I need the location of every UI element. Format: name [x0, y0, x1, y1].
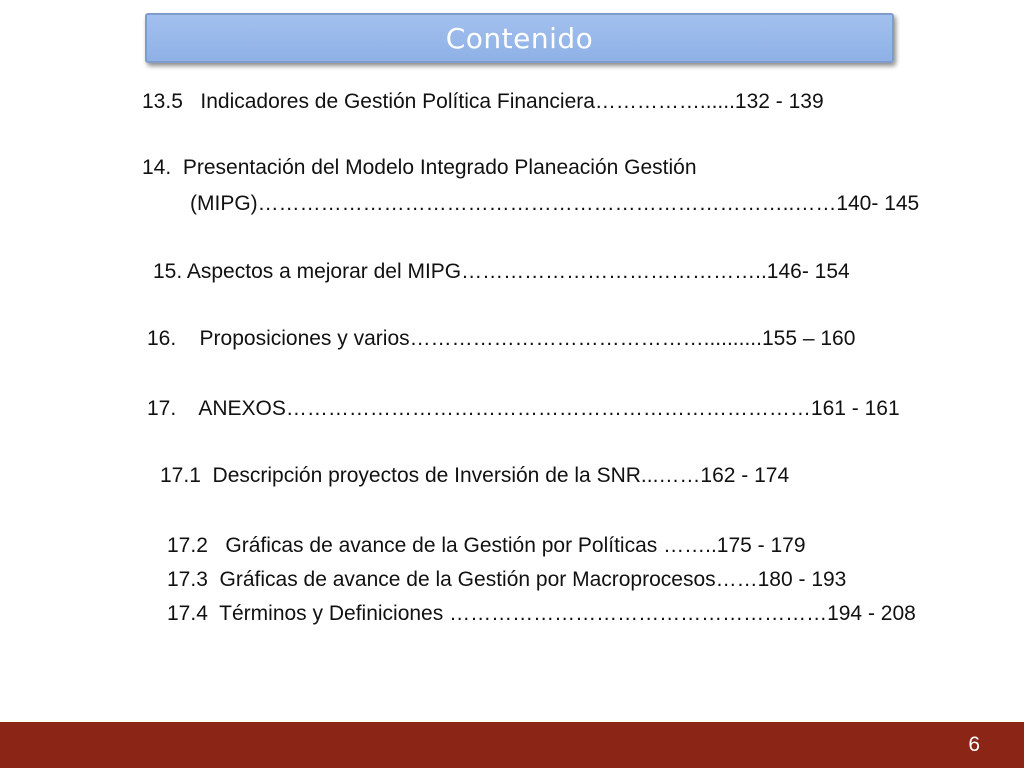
page-number: 6	[968, 733, 980, 756]
toc-entry-17-3: 17.3 Gráficas de avance de la Gestión por Macroprocesos……180 - 193	[167, 568, 847, 591]
toc-entry-14: 14. Presentación del Modelo Integrado Planeación Gestión	[142, 156, 697, 179]
toc-entry-14-continued: (MIPG)…………………………………………………………………..……140- 145	[190, 192, 920, 215]
toc-entry-15: 15. Aspectos a mejorar del MIPG……………………………………..146- 154	[153, 260, 850, 283]
page-title: Contenido	[445, 21, 594, 55]
toc-entry-17-2: 17.2 Gráficas de avance de la Gestión por Políticas ……..175 - 179	[167, 534, 806, 557]
toc-entry-13-5: 13.5 Indicadores de Gestión Política Financiera……………......132 - 139	[142, 90, 824, 113]
toc-entry-16: 16. Proposiciones y varios……………………………………..........155 – 160	[147, 327, 856, 350]
footer-bar	[0, 722, 1024, 768]
toc-entry-17: 17. ANEXOS…………………………………………………………………161 - 161	[147, 397, 900, 420]
title-banner	[145, 13, 894, 63]
toc-entry-17-4: 17.4 Términos y Definiciones ………………………………………………194 - 208	[167, 602, 916, 625]
toc-entry-17-1: 17.1 Descripción proyectos de Inversión de la SNR...……162 - 174	[160, 464, 790, 487]
